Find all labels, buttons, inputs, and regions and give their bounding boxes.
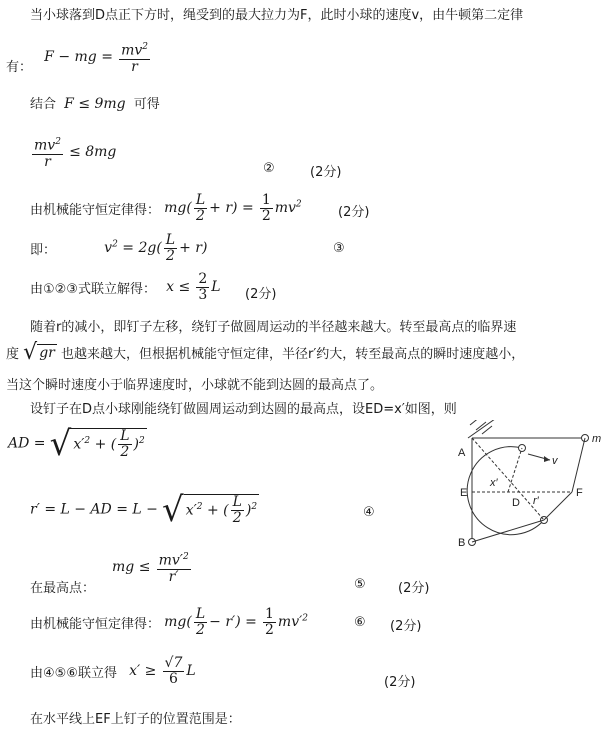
equation-number-4: ④ [363,505,375,520]
text-line-11: 设钉子在D点小球刚能绕钉做圆周运动到达圆的最高点，设ED=x′如图，则 [30,402,457,417]
text-line-10: 当这个瞬时速度小于临界速度时，小球就不能到达圆的最高点了。 [6,378,384,393]
label-you: 有： [6,60,33,75]
equation-ad: AD = √ $x'^2$ + ( $\frac{L}{2}$ )$^2$ [8,424,145,464]
label-e: E [460,487,468,499]
equation-result-x-prime: 由④⑤⑥联立得 x′ ≥ $\frac{√7}{6}$ L [30,655,196,687]
label-r: r′ [533,495,539,507]
score-mark: (2分) [384,675,416,690]
label-d: D [512,497,520,509]
text-line-3: 结合 F ≤ 9mg 可得 [30,96,160,112]
equation-number-6: ⑥ [354,615,366,630]
equation-inequality: $\frac{mv^2}{r}$ ≤ 8mg [34,137,117,170]
label-b: B [458,537,466,549]
label-a: A [458,447,466,459]
equation-energy-2: 由机械能守恒定律得： mg( $\frac{L}{2}$ − r′) = $\frac{1}{2}$ $mv'^2$ [30,606,309,638]
pendulum-diagram [440,420,610,555]
label-top-point: 在最高点： [30,581,96,596]
equation-top-point: mg ≤ $\frac{mv'^2}{r'}$ [112,552,189,585]
label-v: v [552,455,558,467]
score-mark: (2分) [245,287,277,302]
equation-energy-1: 由机械能守恒定律得： mg( $\frac{L}{2}$ + r) = $\frac{1}{2}$ $mv^2$ [30,192,302,224]
circle-path [467,447,544,535]
equation-result-x: 由①②③式联立解得： x ≤ $\frac{2}{3}$ L [30,271,221,303]
label-m: m [592,433,602,445]
text-line-17: 在水平线上EF上钉子的位置范围是： [30,712,241,727]
text-line-1: 当小球落到D点正下方时，绳受到的最大拉力为F，此时小球的速度v，由牛顿第二定律 [30,8,524,23]
score-mark: (2分) [310,165,342,180]
equation-number-3: ③ [333,241,345,256]
equation-newton: 有： F − mg = $\frac{mv^2}{r}$ [6,42,148,75]
equation-number-2: ② [263,161,275,176]
equation-number-5: ⑤ [354,577,366,592]
equation-velocity: 即： $v^2 = 2g$( $\frac{L}{2}$ + r) [30,232,208,264]
equation-r-prime: r′ = L − AD = L − √ $x'^2$ + ( $\frac{L}{2}$ )$^2$ [30,490,258,530]
score-mark: (2分) [398,581,430,596]
rope [472,438,544,520]
score-mark: (2分) [390,619,422,634]
label-x: x′ [490,477,498,489]
score-mark: (2分) [338,205,370,220]
text-line-8: 随着r的减小，即钉子左移，绕钉子做圆周运动的半径越来越大。转至最高点的临界速 [30,320,517,335]
label-f: F [576,487,583,499]
text-line-9: 度 √ gr 也越来越大，但根据机械能守恒定律，半径r′约大，转至最高点的瞬时速度越小， [6,340,525,365]
